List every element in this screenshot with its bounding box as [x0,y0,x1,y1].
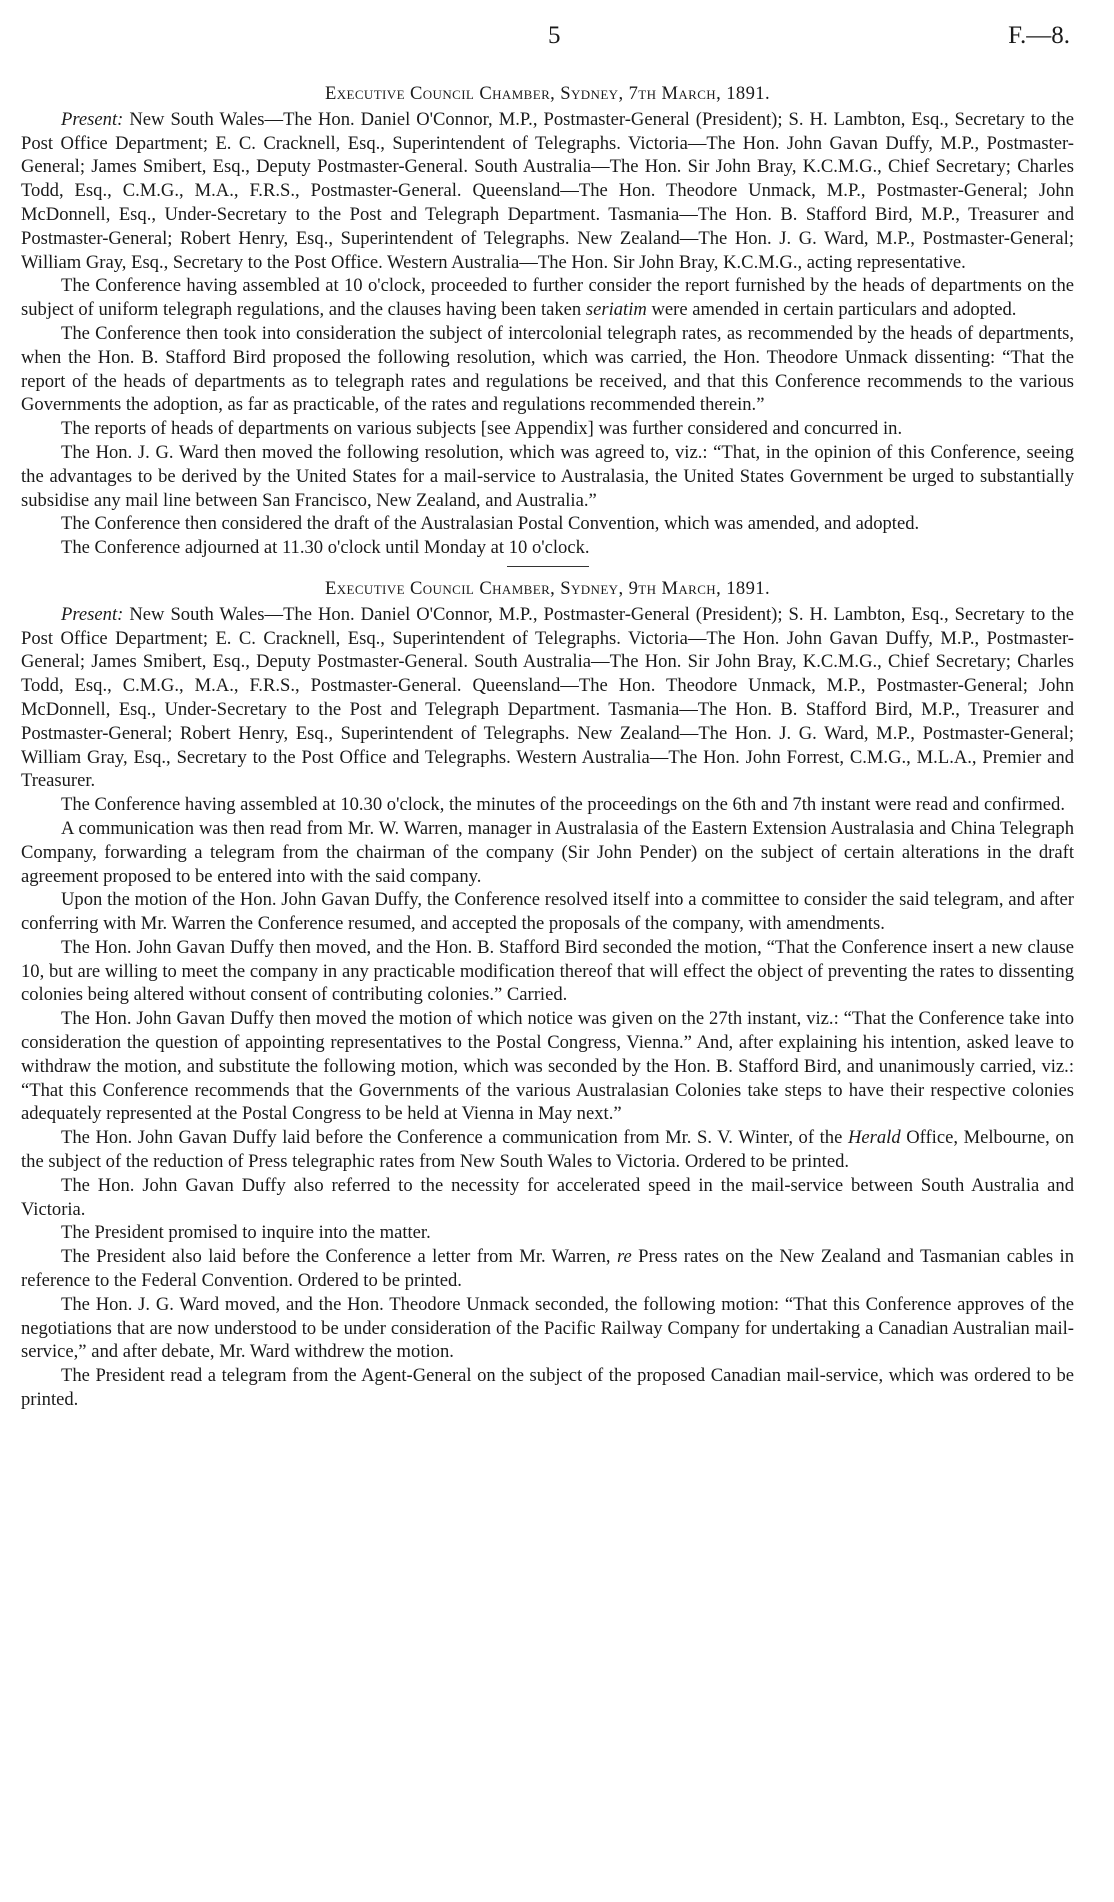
section-heading-7th-march: Executive Council Chamber, Sydney, 7th March, 1891. [324,83,771,104]
paragraph: The President read a telegram from the Agent-General on the subject of the proposed Canadian mail-service, which was ordered to be printed. [21,1365,1074,1411]
paragraph: The Hon. John Gavan Duffy then moved, and the Hon. B. Stafford Bird seconded the motion, “That the Conference insert a new clause 10, but are willing to meet the company in any practicable modification thereof that will effect the object of preventing the rates to dissenting colonies being altered without consent of contributing colonies.” Carried. [21,936,1074,1006]
minutes-body [21,82,1074,1412]
paragraph: The Conference adjourned at 11.30 o'clock until Monday at 10 o'clock. [61,537,590,559]
paragraph: The Conference having assembled at 10.30 o'clock, the minutes of the proceedings on the 6th and 7th instant were read and confirmed. [61,794,1065,816]
paragraph: The Conference then considered the draft of the Australasian Postal Convention, which was amended, and adopted. [61,513,920,535]
paragraph: The Conference then took into consideration the subject of intercolonial telegraph rates, as recommended by the heads of departments, when the Hon. B. Stafford Bird proposed the following resolution, which was carried, the Hon. Theodore Unmack dissenting: “That the report of the heads of departments as to telegraph rates and regulations be received, and that this Conference recommends to the various Governments the adoption, as far as practicable, of the rates and regulations recommended therein.” [21,322,1074,416]
paragraph: A communication was then read from Mr. W. Warren, manager in Australasia of the Eastern Extension Australasia and China Telegraph Company, forwarding a telegram from the chairman of the company (Sir John Pender) on the subject of certain alterations in the draft agreement proposed to be entered into with the said company. [21,817,1074,887]
paragraph: The Hon. J. G. Ward moved, and the Hon. Theodore Unmack seconded, the following motion: “That this Conference approves of the negotiations that are now understood to be under consideration of the Pacific Railway Company for undertaking a Canadian Australian mail-service,” and after debate, Mr. Ward withdrew the motion. [21,1293,1074,1363]
italic-term: re [616,1246,632,1268]
page-number: 5 [548,22,561,49]
present-text: New South Wales—The Hon. Daniel O'Connor, M.P., Postmaster-General (President); S. H. Lambton, Esq., Secretary to the Post Office Department; E. C. Cracknell, Esq., Superintendent of Telegraphs. Victoria—The Hon. John Gavan Duffy, M.P., Postmaster-General; James Smibert, Esq., Deputy Postmaster-General. South Australia—The Hon. Sir John Bray, K.C.M.G., Chief Secretary; Charles Todd, Esq., C.M.G., M.A., F.R.S., Postmaster-General. Queensland—The Hon. Theodore Unmack, M.P., Postmaster-General; John McDonnell, Esq., Under-Secretary to the Post and Telegraph Department. Tasmania—The Hon. B. Stafford Bird, M.P., Treasurer and Postmaster-General; Robert Henry, Esq., Superintendent of Telegraphs. New Zealand—The Hon. J. G. Ward, M.P., Postmaster-General; William Gray, Esq., Secretary to the Post Office and Telegraphs. Western Australia—The Hon. John Forrest, C.M.G., M.L.A., Premier and Treasurer. [21,603,1074,792]
paragraph: The Hon. John Gavan Duffy then moved the motion of which notice was given on the 27th instant, viz.: “That the Conference take into consideration the question of appointing representatives to the Postal Congress, Vienna.” And, after explaining his intention, asked leave to withdraw the motion, and substitute the following motion, which was seconded by the Hon. B. Stafford Bird, and unanimously carried, viz.: “That this Conference recommends that the Governments of the various Australasian Colonies take steps to have their respective colonies adequately represented at the Postal Congress to be held at Vienna in May next.” [21,1008,1074,1125]
paragraph: Upon the motion of the Hon. John Gavan Duffy, the Conference resolved itself into a committee to consider the said telegram, and after conferring with Mr. Warren the Conference resumed, and accepted the proposals of the company, with amendments. [21,889,1074,935]
paragraph: The reports of heads of departments on various subjects [see Appendix] was further considered and concurred in. [61,418,903,440]
paragraph-text: Office, Melbourne, on the subject of the reduction of Press telegraphic rates from New South Wales to Victoria. Ordered to be printed. [21,1127,1074,1173]
paragraph-text: The President also laid before the Conference a letter from Mr. Warren, [61,1246,617,1268]
present-label: Present: [61,603,124,625]
document-reference: F.—8. [1008,22,1070,49]
present-paragraph [21,108,1074,275]
paragraph [21,1126,1074,1174]
paragraph: The President promised to inquire into the matter. [61,1222,431,1244]
paragraph-text: Press rates on the New Zealand and Tasmanian cables in reference to the Federal Convention. Ordered to be printed. [21,1246,1075,1292]
present-paragraph [21,603,1074,793]
italic-term: seriatim [585,299,647,321]
present-label: Present: [61,108,124,130]
paragraph-text: The Conference having assembled at 10 o'clock, proceeded to further consider the report furnished by the heads of departments on the subject of uniform telegraph regulations, and the clauses having been taken [21,275,1074,321]
section-heading-9th-march: Executive Council Chamber, Sydney, 9th March, 1891. [324,577,771,599]
italic-term: Herald [847,1127,901,1149]
section-divider [507,566,589,567]
paragraph: The Hon. John Gavan Duffy also referred to the necessity for accelerated speed in the mail-service between South Australia and Victoria. [21,1174,1074,1220]
present-text: New South Wales—The Hon. Daniel O'Connor, M.P., Postmaster-General (President); S. H. Lambton, Esq., Secretary to the Post Office Department; E. C. Cracknell, Esq., Superintendent of Telegraphs. Victoria—The Hon. John Gavan Duffy, M.P., Postmaster-General; James Smibert, Esq., Deputy Postmaster-General. South Australia—The Hon. Sir John Bray, K.C.M.G., Chief Secretary; Charles Todd, Esq., C.M.G., M.A., F.R.S., Postmaster-General. Queensland—The Hon. Theodore Unmack, M.P., Postmaster-General; John McDonnell, Esq., Under-Secretary to the Post and Telegraph Department. Tasmania—The Hon. B. Stafford Bird, M.P., Treasurer and Postmaster-General; Robert Henry, Esq., Superintendent of Telegraphs. New Zealand—The Hon. J. G. Ward, M.P., Postmaster-General; William Gray, Esq., Secretary to the Post Office. Western Australia—The Hon. Sir John Bray, K.C.M.G., acting representative. [21,108,1074,273]
paragraph-text: The Hon. John Gavan Duffy laid before the Conference a communication from Mr. S. V. Winter, of the [61,1127,848,1149]
paragraph [21,1245,1074,1293]
paragraph: The Hon. J. G. Ward then moved the following resolution, which was agreed to, viz.: “That, in the opinion of this Conference, seeing the advantages to be derived by the United States for a mail-service to Australasia, the United States Government be urged to substantially subsidise any mail line between San Francisco, New Zealand, and Australia.” [21,441,1074,511]
paragraph [21,274,1074,322]
paragraph-text: were amended in certain particulars and adopted. [646,299,1017,321]
